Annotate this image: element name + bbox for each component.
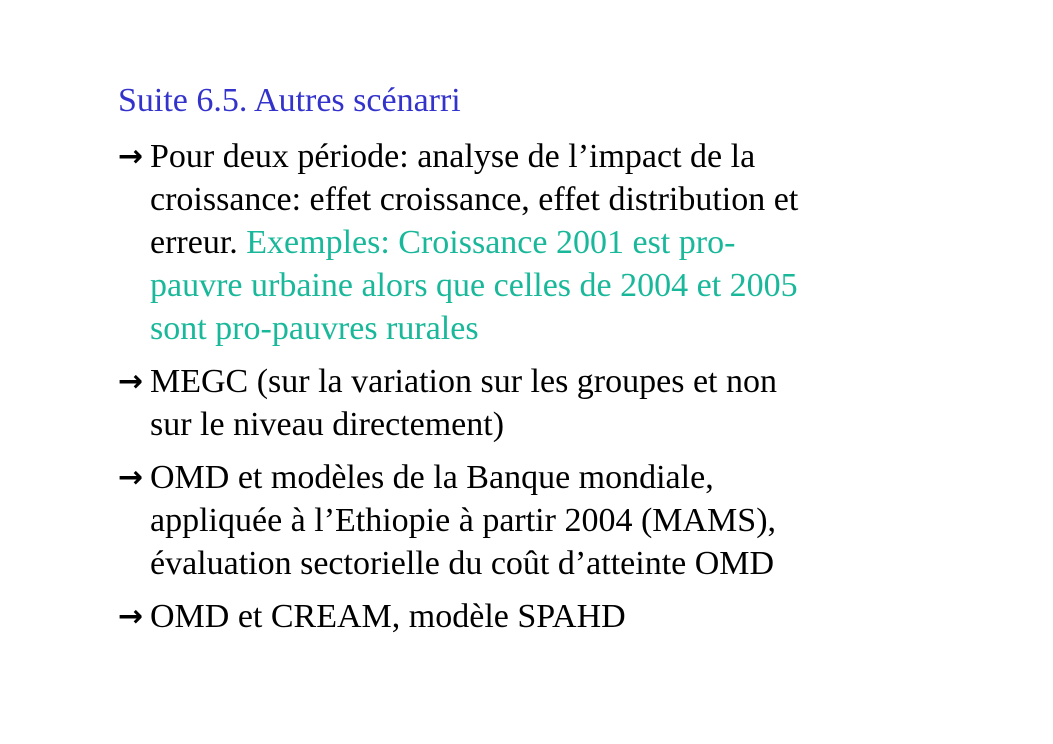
- arrow-bullet-icon: →: [118, 460, 144, 495]
- highlighted-example-line: pauvre urbaine alors que celles de 2004 et 2005: [150, 267, 798, 304]
- arrow-bullet-icon: →: [118, 139, 144, 174]
- arrow-bullet-icon: →: [118, 599, 144, 634]
- arrow-bullet-icon: →: [118, 364, 144, 399]
- bullet-line: OMD et modèles de la Banque mondiale,: [150, 459, 714, 496]
- highlighted-example-line: sont pro-pauvres rurales: [150, 310, 479, 347]
- bullet-item-omd-cream: [118, 595, 938, 638]
- bullet-line: MEGC (sur la variation sur les groupes et non: [150, 363, 777, 400]
- bullet-line: [150, 221, 938, 264]
- bullet-list: [118, 135, 938, 648]
- slide-title: Suite 6.5. Autres scénarri: [118, 82, 461, 119]
- highlighted-example: Exemples: Croissance 2001 est pro-: [246, 224, 736, 261]
- bullet-line: évaluation sectorielle du coût d’atteinte OMD: [150, 545, 775, 582]
- bullet-item-omd-world-bank: [118, 456, 938, 585]
- bullet-line: croissance: effet croissance, effet distribution et: [150, 181, 799, 218]
- bullet-line: OMD et CREAM, modèle SPAHD: [150, 598, 626, 635]
- bullet-item-megc: [118, 360, 938, 446]
- bullet-line: Pour deux période: analyse de l’impact de la: [150, 138, 756, 175]
- bullet-text: erreur.: [150, 224, 247, 261]
- bullet-item-growth-analysis: [118, 135, 938, 350]
- bullet-line: appliquée à l’Ethiopie à partir 2004 (MAMS),: [150, 502, 777, 539]
- bullet-line: sur le niveau directement): [150, 406, 505, 443]
